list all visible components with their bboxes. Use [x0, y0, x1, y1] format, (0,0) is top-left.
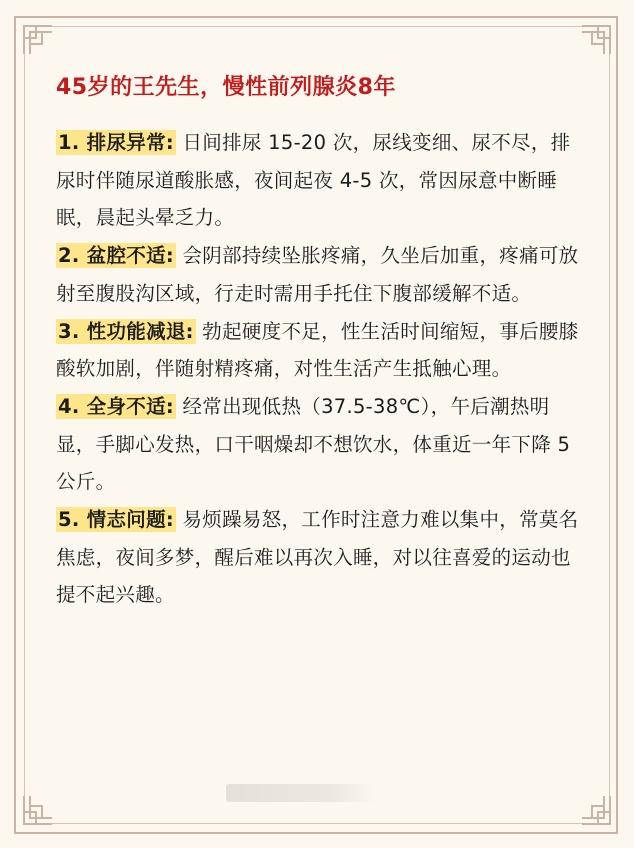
item-text: 经常出现低热（37.5-38℃），午后潮热明显，手脚心发热，口干咽燥却不想饮水，体重近一年下降 5 公斤。	[56, 394, 571, 494]
list-item	[56, 124, 586, 237]
item-label: 4. 全身不适:	[58, 394, 174, 418]
list-item	[56, 501, 586, 614]
item-text: 易烦躁易怒，工作时注意力难以集中，常莫名焦虑，夜间多梦，醒后难以再次入睡，对以往喜爱的运动也提不起兴趣。	[56, 508, 579, 607]
list-item	[56, 388, 586, 501]
item-label: 1. 排尿异常:	[58, 131, 174, 154]
corner-ornament-icon	[22, 794, 54, 826]
item-text: 会阴部持续坠胀疼痛，久坐后加重，疼痛可放射至腹股沟区域，行走时需用手托住下腹部缓解不适。	[56, 244, 579, 305]
corner-ornament-icon	[580, 24, 612, 56]
item-text: 勃起硬度不足，性生活时间缩短，事后腰膝酸软加剧，伴随射精疼痛，对性生活产生抵触心理。	[56, 319, 579, 381]
item-label: 3. 性功能减退:	[58, 319, 194, 343]
item-text: 日间排尿 15-20 次，尿线变细、尿不尽，排尿时伴随尿道酸胀感，夜间起夜 4-5 次，常因尿意中断睡眠，晨起头晕乏力。	[56, 131, 571, 230]
corner-ornament-icon	[580, 794, 612, 826]
item-label: 5. 情志问题:	[58, 508, 174, 532]
list-item	[56, 237, 586, 312]
corner-ornament-icon	[22, 24, 54, 56]
item-label: 2. 盆腔不适:	[58, 244, 174, 268]
list-item	[56, 313, 586, 388]
page-title: 45岁的王先生，慢性前列腺炎8年	[56, 75, 396, 100]
blurred-watermark	[226, 784, 376, 802]
symptom-list	[56, 124, 586, 614]
watermark	[222, 780, 392, 806]
